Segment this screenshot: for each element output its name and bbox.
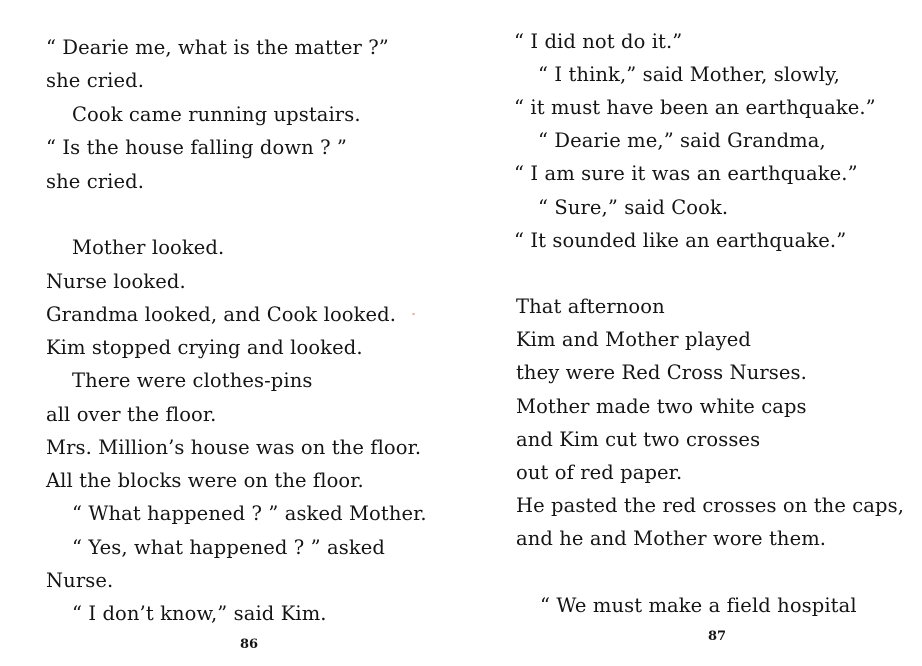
text-line: “ it must have been an earthquake.” [514, 96, 876, 119]
page-number: 86 [240, 637, 259, 652]
text-line: out of red paper. [516, 461, 683, 484]
text-line: “ I don’t know,” said Kim. [72, 602, 327, 625]
text-line: “ I did not do it.” [514, 30, 683, 53]
text-line: That afternoon [516, 295, 665, 318]
text-line: Mrs. Million’s house was on the floor. [46, 436, 422, 459]
text-line: Mother looked. [72, 236, 225, 259]
text-line: “ Is the house falling down ? ” [46, 136, 347, 159]
text-line: “ I think,” said Mother, slowly, [538, 63, 840, 86]
text-line: and Kim cut two crosses [516, 428, 761, 451]
text-line: There were clothes-pins [72, 369, 313, 392]
right-page [462, 0, 922, 666]
text-line: All the blocks were on the floor. [46, 469, 364, 492]
text-line: “ Dearie me,” said Grandma, [538, 129, 826, 152]
text-line: He pasted the red crosses on the caps, [516, 494, 905, 517]
text-line: all over the floor. [46, 403, 217, 426]
text-line: “ It sounded like an earthquake.” [514, 229, 847, 252]
page-number: 87 [708, 629, 727, 644]
text-line: Grandma looked, and Cook looked. [46, 303, 397, 326]
text-line: she cried. [46, 170, 145, 193]
text-line: Kim stopped crying and looked. [46, 336, 363, 359]
text-line: “ What happened ? ” asked Mother. [72, 502, 427, 525]
text-line: “ We must make a field hospital [540, 594, 857, 617]
text-line: they were Red Cross Nurses. [516, 361, 807, 384]
text-line: she cried. [46, 69, 145, 92]
text-line: Nurse. [46, 569, 114, 592]
text-line: Cook came running upstairs. [72, 103, 361, 126]
text-line: “ Sure,” said Cook. [538, 196, 729, 219]
paper-fleck [412, 313, 415, 315]
text-line: Nurse looked. [46, 270, 186, 293]
text-line: “ Yes, what happened ? ” asked [72, 536, 385, 559]
left-page [0, 0, 460, 666]
text-line: “ I am sure it was an earthquake.” [514, 162, 858, 185]
text-line: Mother made two white caps [516, 395, 807, 418]
text-line: “ Dearie me, what is the matter ?” [46, 36, 389, 59]
text-line: Kim and Mother played [516, 328, 752, 351]
text-line: and he and Mother wore them. [516, 527, 827, 550]
